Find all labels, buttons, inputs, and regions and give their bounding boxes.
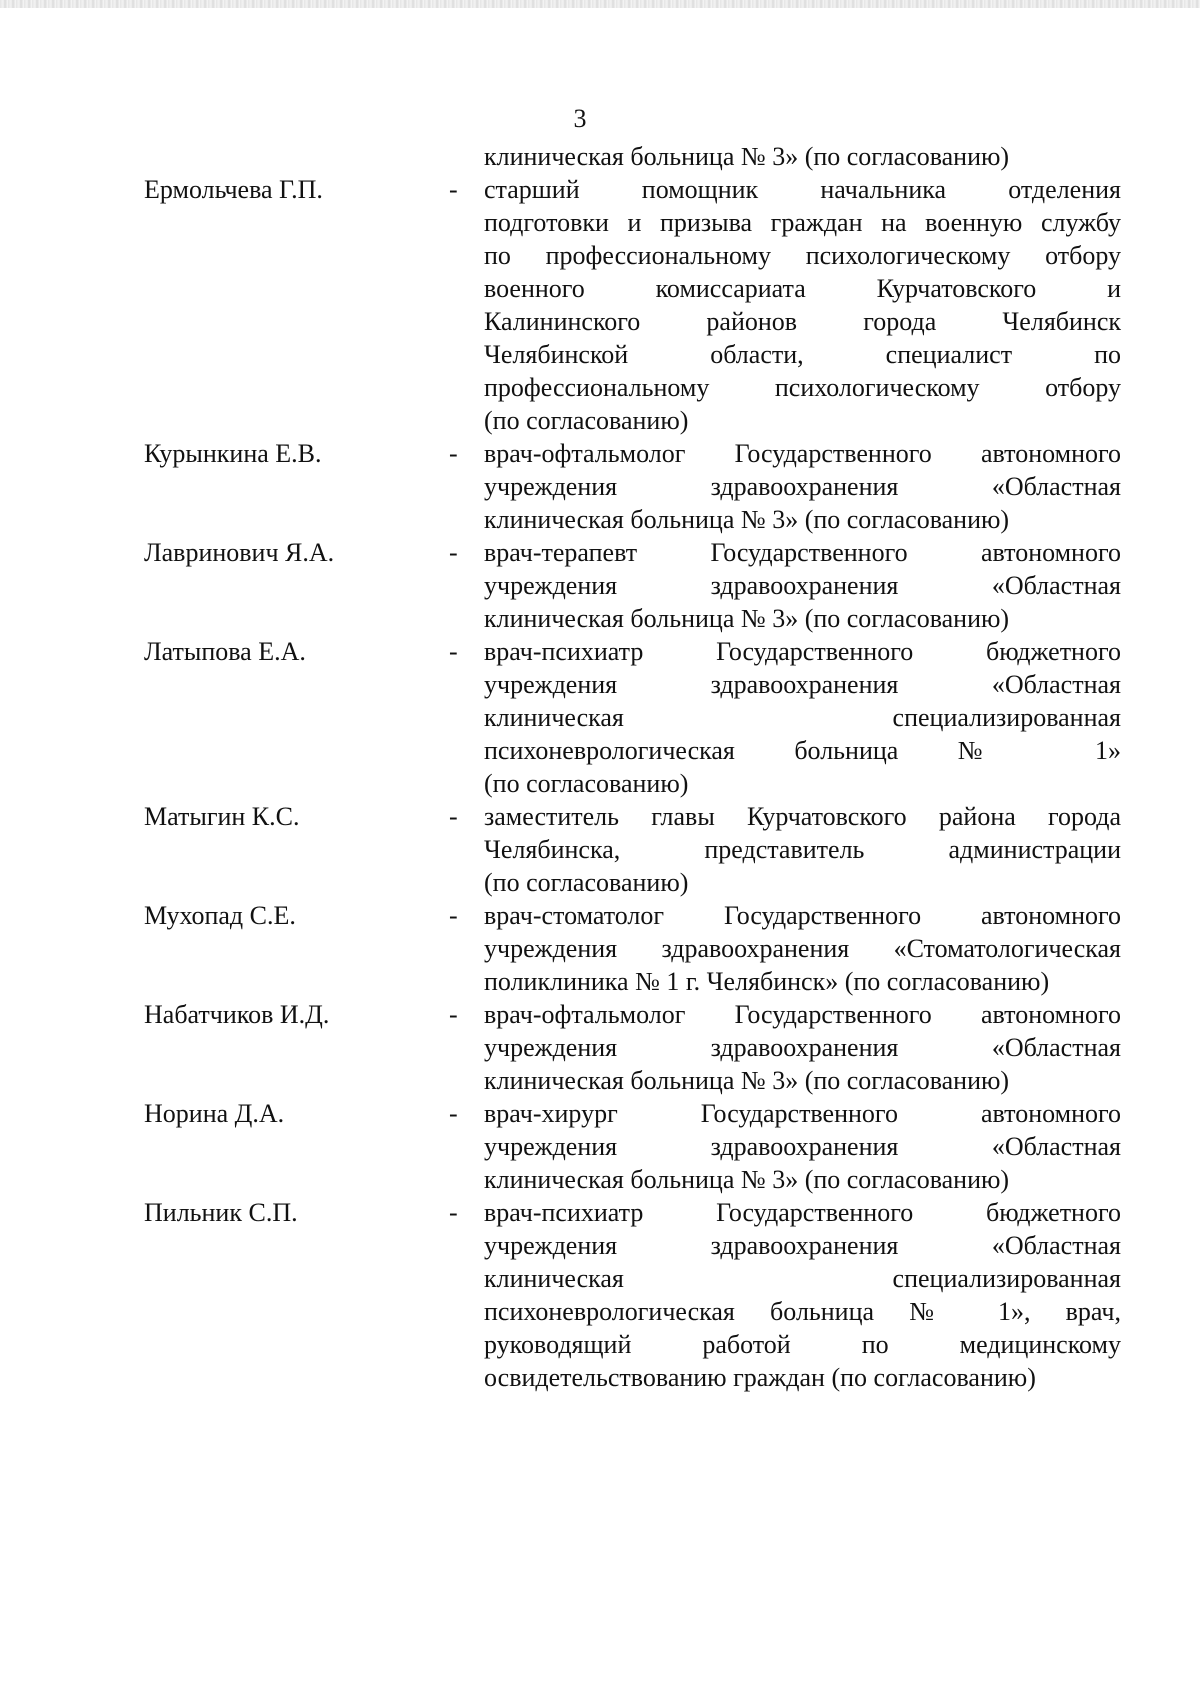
entry-dash: - xyxy=(449,901,458,930)
member-position xyxy=(484,1097,1121,1196)
position-line: врач-терапевт Государственного автономного xyxy=(484,538,1121,567)
position-line: клиническая специализированная xyxy=(484,1264,1121,1293)
entry-dash: - xyxy=(449,538,458,567)
position-line: Челябинска, представитель администрации xyxy=(484,835,1121,864)
page-number: 3 xyxy=(573,104,587,133)
position-line: профессиональному психологическому отбору xyxy=(484,373,1121,402)
position-line: врач-психиатр Государственного бюджетного xyxy=(484,1198,1121,1227)
position-line: клиническая больница № 3» (по согласованию) xyxy=(484,1165,1010,1194)
member-position xyxy=(484,800,1121,899)
position-line: клиническая больница № 3» (по согласованию) xyxy=(484,1066,1010,1095)
position-line: врач-психиатр Государственного бюджетного xyxy=(484,637,1121,666)
entry-dash: - xyxy=(449,439,458,468)
position-line: заместитель главы Курчатовского района города xyxy=(484,802,1121,831)
position-line: военного комиссариата Курчатовского и xyxy=(484,274,1121,303)
position-line: учреждения здравоохранения «Областная xyxy=(484,1132,1121,1161)
member-position xyxy=(484,536,1121,635)
position-line: (по согласованию) xyxy=(484,868,689,897)
position-line: психоневрологическая больница № 1», врач, xyxy=(484,1297,1121,1326)
position-line: учреждения здравоохранения «Областная xyxy=(484,472,1121,501)
position-line: врач-хирург Государственного автономного xyxy=(484,1099,1121,1128)
position-line: врач-стоматолог Государственного автономного xyxy=(484,901,1121,930)
position-line: клиническая больница № 3» (по согласованию) xyxy=(484,505,1010,534)
position-line: по профессиональному психологическому отбору xyxy=(484,241,1121,270)
member-position xyxy=(484,173,1121,437)
position-line: клиническая больница № 3» (по согласованию) xyxy=(484,604,1010,633)
member-position xyxy=(484,437,1121,536)
scan-edge-artifact xyxy=(0,0,1200,8)
member-position xyxy=(484,1196,1121,1394)
position-line: учреждения здравоохранения «Областная xyxy=(484,1033,1121,1062)
position-line: учреждения здравоохранения «Областная xyxy=(484,670,1121,699)
entry-dash: - xyxy=(449,175,458,204)
position-line: клиническая специализированная xyxy=(484,703,1121,732)
commission-member-list xyxy=(144,140,1121,1394)
member-name: Норина Д.А. xyxy=(144,1099,285,1128)
member-name: Ермольчева Г.П. xyxy=(144,175,323,204)
position-line: (по согласованию) xyxy=(484,769,689,798)
position-line: (по согласованию) xyxy=(484,406,689,435)
entry-dash: - xyxy=(449,802,458,831)
position-line: врач-офтальмолог Государственного автономного xyxy=(484,439,1121,468)
entry-dash: - xyxy=(449,1198,458,1227)
position-line: руководящий работой по медицинскому xyxy=(484,1330,1121,1359)
member-position xyxy=(484,140,1121,173)
position-line: старший помощник начальника отделения xyxy=(484,175,1121,204)
member-name: Матыгин К.С. xyxy=(144,802,300,831)
position-line: подготовки и призыва граждан на военную службу xyxy=(484,208,1121,237)
member-entry xyxy=(144,800,1121,899)
position-line: учреждения здравоохранения «Стоматологическая xyxy=(484,934,1121,963)
member-entry xyxy=(144,1196,1121,1394)
member-entry xyxy=(144,437,1121,536)
member-name: Пильник С.П. xyxy=(144,1198,298,1227)
member-name: Курынкина Е.В. xyxy=(144,439,322,468)
position-line: освидетельствованию граждан (по согласованию) xyxy=(484,1363,1036,1392)
member-entry xyxy=(144,635,1121,800)
position-line: психоневрологическая больница № 1» xyxy=(484,736,1121,765)
member-position xyxy=(484,635,1121,800)
member-position xyxy=(484,998,1121,1097)
member-name: Лавринович Я.А. xyxy=(144,538,335,567)
entry-dash: - xyxy=(449,1000,458,1029)
member-name: Набатчиков И.Д. xyxy=(144,1000,330,1029)
member-entry xyxy=(144,998,1121,1097)
position-line: врач-офтальмолог Государственного автономного xyxy=(484,1000,1121,1029)
position-line: клиническая больница № 3» (по согласованию) xyxy=(484,142,1010,171)
member-position xyxy=(484,899,1121,998)
member-entry xyxy=(144,536,1121,635)
member-entry xyxy=(144,1097,1121,1196)
position-line: учреждения здравоохранения «Областная xyxy=(484,1231,1121,1260)
member-entry xyxy=(144,140,1121,173)
position-line: Калининского районов города Челябинск xyxy=(484,307,1121,336)
entry-dash: - xyxy=(449,637,458,666)
member-entry xyxy=(144,173,1121,437)
member-entry xyxy=(144,899,1121,998)
entry-dash: - xyxy=(449,1099,458,1128)
position-line: учреждения здравоохранения «Областная xyxy=(484,571,1121,600)
member-name: Латыпова Е.А. xyxy=(144,637,306,666)
member-name: Мухопад С.Е. xyxy=(144,901,296,930)
position-line: поликлиника № 1 г. Челябинск» (по согласованию) xyxy=(484,967,1050,996)
position-line: Челябинской области, специалист по xyxy=(484,340,1121,369)
